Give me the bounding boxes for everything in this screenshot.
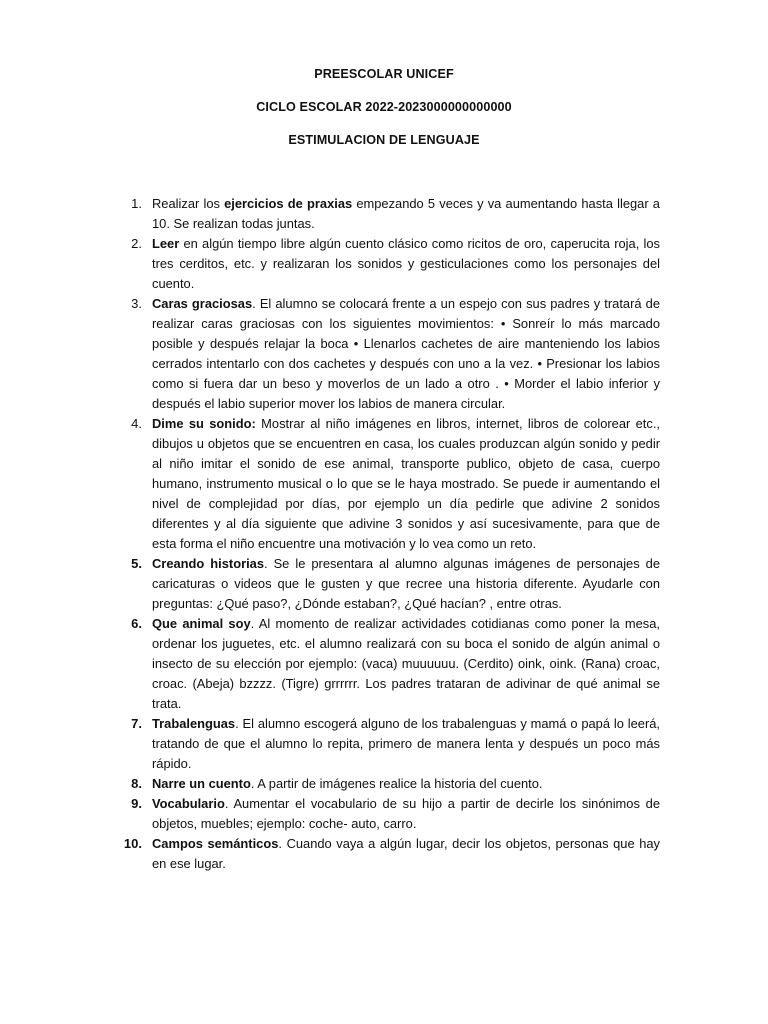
list-item [0, 194, 768, 234]
list-item-text: Campos semánticos. Cuando vaya a algún lugar, decir los objetos, personas que hay en ese lugar. [152, 836, 660, 871]
list-item [0, 614, 768, 714]
list-item [0, 414, 768, 554]
list-item-text: Narre un cuento. A partir de imágenes realice la historia del cuento. [152, 776, 543, 791]
list-item-number: 10. [123, 836, 142, 851]
list-item-keyword: Campos semánticos [152, 836, 279, 851]
list-item-text: Leer en algún tiempo libre algún cuento clásico como ricitos de oro, caperucita roja, los tres cerditos, etc. y realizaran los sonidos y gesticulaciones como los personajes del cuento. [152, 236, 660, 291]
list-item-number: 3. [131, 296, 142, 311]
list-item-keyword: Creando historias [152, 556, 265, 571]
list-item-number: 6. [131, 616, 142, 631]
list-item-number: 7. [131, 716, 142, 731]
activity-title: ESTIMULACION DE LENGUAJE [288, 133, 480, 147]
list-item [0, 714, 768, 774]
list-item [0, 554, 768, 614]
list-item-text: Dime su sonido: Mostrar al niño imágenes en libros, internet, libros de colorear etc., dibujos u objetos que se encuentren en casa, los cuales produzcan algún sonido y pedir al niño imitar el sonido de ese animal, transporte publico, objeto de casa, cuerpo humano, instrumento musical o lo que se le haya mostrado. Se puede ir aumentando el nivel de complejidad por días, por ejemplo un día pedirle que adivine 2 sonidos diferentes y al día siguiente que adivine 3 sonidos y así sucesivamente, para que de esta forma el niño encuentre una motivación y lo vea como un reto. [152, 416, 660, 551]
list-item [0, 834, 768, 874]
list-item [0, 294, 768, 414]
list-item-keyword: Vocabulario [152, 796, 225, 811]
list-item-text: Realizar los ejercicios de praxias empezando 5 veces y va aumentando hasta llegar a 10. Se realizan todas juntas. [152, 196, 660, 231]
list-item-keyword: ejercicios de praxias [224, 196, 353, 211]
list-item-number: 9. [131, 796, 142, 811]
list-item-number: 4. [131, 416, 142, 431]
list-item [0, 234, 768, 294]
list-item [0, 774, 768, 794]
list-item-keyword: Narre un cuento [152, 776, 251, 791]
list-item-number: 8. [131, 776, 142, 791]
list-item-keyword: Trabalenguas [152, 716, 236, 731]
list-item-number: 1. [131, 196, 142, 211]
school-title: PREESCOLAR UNICEF [314, 67, 454, 81]
school-year-title: CICLO ESCOLAR 2022-2023000000000000 [256, 100, 512, 114]
list-item-number: 2. [131, 236, 142, 251]
list-item-keyword: Que animal soy [152, 616, 251, 631]
list-item-text: Que animal soy. Al momento de realizar actividades cotidianas como poner la mesa, ordenar los juguetes, etc. el alumno realizará con su boca el sonido de algún animal o insecto de su elección por ejemplo: (vaca) muuuuuu. (Cerdito) oink, oink. (Rana) croac, croac. (Abeja) bzzzz. (Tigre) grrrrrr. Los padres trataran de adivinar de qué animal se trata. [152, 616, 660, 711]
list-item-text: Creando historias. Se le presentara al alumno algunas imágenes de personajes de caricaturas o videos que le gusten y que recree una historia diferente. Ayudarle con preguntas: ¿Qué paso?, ¿Dónde estaban?, ¿Qué hacían? , entre otras. [152, 556, 660, 611]
list-item-number: 5. [131, 556, 142, 571]
list-item-keyword: Leer [152, 236, 180, 251]
list-item-text: Trabalenguas. El alumno escogerá alguno de los trabalenguas y mamá o papá lo leerá, tratando de que el alumno lo repita, primero de manera lenta y después un poco más rápido. [152, 716, 660, 771]
list-item-text: Vocabulario. Aumentar el vocabulario de su hijo a partir de decirle los sinónimos de objetos, muebles; ejemplo: coche- auto, carro. [152, 796, 660, 831]
list-item [0, 794, 768, 834]
list-item-keyword: Dime su sonido: [152, 416, 256, 431]
list-item-keyword: Caras graciosas [152, 296, 253, 311]
list-item-text: Caras graciosas. El alumno se colocará frente a un espejo con sus padres y tratará de realizar caras graciosas con los siguientes movimientos: • Sonreír lo más marcado posible y después relajar la boca • Llenarlos cachetes de aire manteniendo los labios cerrados intentarlo con dos cachetes y después con uno a la vez. • Presionar los labios como si fuera dar un beso y moverlos de un lado a otro . • Morder el labio inferior y después el labio superior mover los labios de manera circular. [152, 296, 661, 411]
activity-list [0, 194, 768, 874]
